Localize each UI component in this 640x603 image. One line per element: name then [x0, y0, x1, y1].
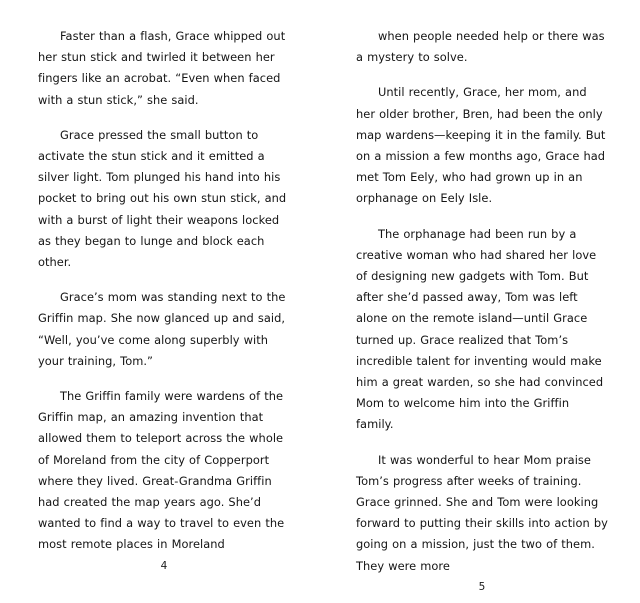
right-page-number: 5	[478, 580, 486, 593]
paragraph: The orphanage had been run by a creative woman who had shared her love of designing new gadgets with Tom. But after she’d passed away, Tom was left alone on the remote island—until Grace turned up. Grace realized that Tom’s incredible talent for inventing would make him a great warden, so she had convinced Mom to welcome him into the Griffin family.	[356, 226, 604, 432]
right-page-body	[356, 26, 608, 577]
paragraph: Faster than a flash, Grace whipped out her stun stick and twirled it between her fingers like an acrobat. “Even when faced with a stun stick,” she said.	[38, 29, 286, 107]
left-page	[0, 26, 320, 572]
paragraph: when people needed help or there was a mystery to solve.	[356, 29, 605, 65]
paragraph: It was wonderful to hear Mom praise Tom’s progress after weeks of training. Grace grinned. She and Tom were looking forward to putting their skills into action by going on a mission, just the two of them. They were more	[356, 452, 608, 573]
left-page-number: 4	[160, 559, 168, 572]
paragraph: Grace’s mom was standing next to the Griffin map. She now glanced up and said, “Well, you’ve come along superbly with your training, Tom.”	[38, 290, 286, 368]
right-page	[320, 26, 640, 593]
paragraph: Grace pressed the small button to activate the stun stick and it emitted a silver light. Tom plunged his hand into his pocket to bring out his own stun stick, and with a burst of light their weapons locked as they began to lunge and block each other.	[38, 127, 287, 270]
paragraph: The Griffin family were wardens of the Griffin map, an amazing invention that allowed them to teleport across the whole of Moreland from the city of Copperport where they lived. Great-Grandma Griffin had created the map years ago. She’d wanted to find a way to travel to even the most remote places in Moreland	[38, 389, 285, 552]
left-page-body	[38, 26, 290, 556]
paragraph: Until recently, Grace, her mom, and her older brother, Bren, had been the only map wardens—keeping it in the family. But on a mission a few months ago, Grace had met Tom Eely, who had grown up in an orphanage on Eely Isle.	[356, 85, 606, 206]
